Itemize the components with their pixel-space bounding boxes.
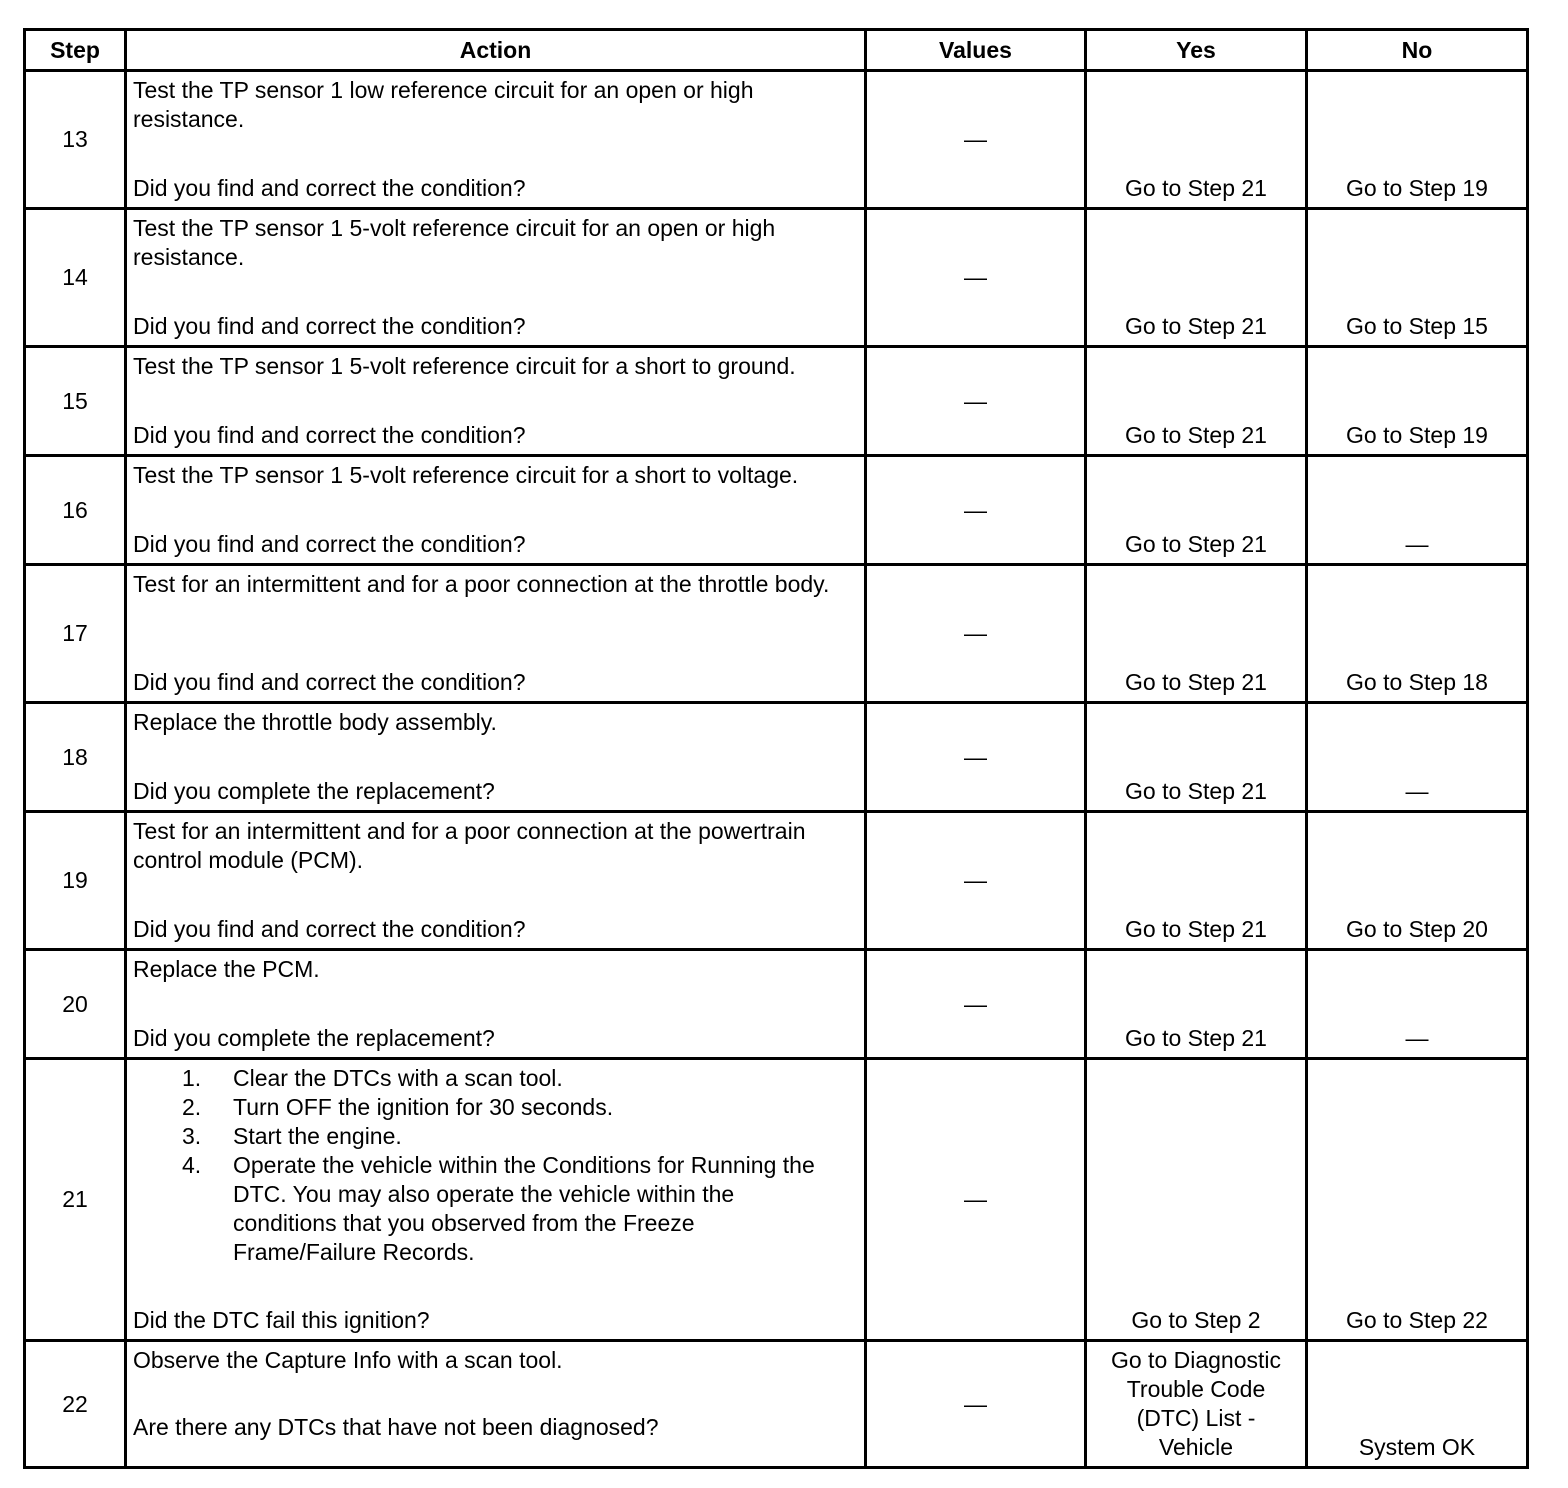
list-number: 3. bbox=[182, 1123, 202, 1149]
table-row bbox=[25, 1059, 1528, 1341]
step-number: 16 bbox=[25, 456, 126, 565]
value-cell: — bbox=[866, 565, 1086, 703]
yes-cell: Go to Step 21 bbox=[1086, 703, 1307, 812]
value-cell: — bbox=[866, 1341, 1086, 1468]
action-cell bbox=[126, 456, 866, 565]
action-cell bbox=[126, 950, 866, 1059]
step-number: 15 bbox=[25, 347, 126, 456]
action-question: Did you find and correct the condition? bbox=[133, 531, 526, 557]
action-cell bbox=[126, 565, 866, 703]
value-cell: — bbox=[866, 71, 1086, 209]
action-question: Did you find and correct the condition? bbox=[133, 916, 526, 942]
diagnostic-table bbox=[23, 28, 1529, 1469]
step-number: 18 bbox=[25, 703, 126, 812]
list-number: 2. bbox=[182, 1094, 202, 1120]
value-cell: — bbox=[866, 950, 1086, 1059]
value-cell: — bbox=[866, 812, 1086, 950]
yes-cell: Go to Diagnostic Trouble Code (DTC) List - Vehicle bbox=[1086, 1341, 1307, 1468]
action-question: Did you find and correct the condition? bbox=[133, 669, 526, 695]
table-row bbox=[25, 1341, 1528, 1468]
list-text: Turn OFF the ignition for 30 seconds. bbox=[233, 1094, 614, 1120]
list-text: Start the engine. bbox=[233, 1123, 402, 1149]
table-row bbox=[25, 950, 1528, 1059]
table-row bbox=[25, 812, 1528, 950]
action-text: Observe the Capture Info with a scan tool. bbox=[133, 1347, 563, 1373]
action-question: Did you find and correct the condition? bbox=[133, 175, 526, 201]
table-row bbox=[25, 347, 1528, 456]
action-question: Did you find and correct the condition? bbox=[133, 313, 526, 339]
step-number: 22 bbox=[25, 1341, 126, 1468]
yes-cell: Go to Step 21 bbox=[1086, 950, 1307, 1059]
list-item bbox=[133, 1093, 858, 1122]
yes-cell: Go to Step 21 bbox=[1086, 209, 1307, 347]
action-text: Replace the throttle body assembly. bbox=[133, 709, 497, 735]
action-cell bbox=[126, 71, 866, 209]
no-cell: Go to Step 15 bbox=[1307, 209, 1528, 347]
no-cell: — bbox=[1307, 456, 1528, 565]
action-cell bbox=[126, 703, 866, 812]
value-cell: — bbox=[866, 703, 1086, 812]
value-cell: — bbox=[866, 209, 1086, 347]
yes-cell: Go to Step 2 bbox=[1086, 1059, 1307, 1341]
table-row bbox=[25, 456, 1528, 565]
no-cell: Go to Step 19 bbox=[1307, 347, 1528, 456]
yes-cell: Go to Step 21 bbox=[1086, 71, 1307, 209]
list-number: 1. bbox=[182, 1065, 202, 1091]
table-row bbox=[25, 703, 1528, 812]
action-cell bbox=[126, 812, 866, 950]
action-text: Test the TP sensor 1 low reference circuit for an open or high resistance. bbox=[133, 77, 754, 132]
no-cell: Go to Step 19 bbox=[1307, 71, 1528, 209]
no-cell: Go to Step 20 bbox=[1307, 812, 1528, 950]
header-action: Action bbox=[126, 30, 866, 71]
action-question: Did you complete the replacement? bbox=[133, 778, 495, 804]
no-cell: — bbox=[1307, 950, 1528, 1059]
list-number: 4. bbox=[182, 1152, 202, 1178]
value-cell: — bbox=[866, 347, 1086, 456]
step-number: 13 bbox=[25, 71, 126, 209]
action-cell bbox=[126, 347, 866, 456]
no-cell: Go to Step 18 bbox=[1307, 565, 1528, 703]
table-row bbox=[25, 565, 1528, 703]
header-yes: Yes bbox=[1086, 30, 1307, 71]
table-row bbox=[25, 71, 1528, 209]
step-number: 14 bbox=[25, 209, 126, 347]
table-row bbox=[25, 209, 1528, 347]
header-no: No bbox=[1307, 30, 1528, 71]
step-number: 20 bbox=[25, 950, 126, 1059]
step-number: 19 bbox=[25, 812, 126, 950]
no-cell: System OK bbox=[1307, 1341, 1528, 1468]
yes-cell: Go to Step 21 bbox=[1086, 565, 1307, 703]
action-text: Test the TP sensor 1 5-volt reference circuit for a short to voltage. bbox=[133, 462, 799, 488]
list-item bbox=[133, 1151, 858, 1267]
header-row bbox=[25, 30, 1528, 71]
value-cell: — bbox=[866, 1059, 1086, 1341]
yes-cell: Go to Step 21 bbox=[1086, 347, 1307, 456]
action-text: Test the TP sensor 1 5-volt reference circuit for an open or high resistance. bbox=[133, 215, 776, 270]
action-question: Did you find and correct the condition? bbox=[133, 422, 526, 448]
action-cell bbox=[126, 1059, 866, 1341]
list-text: Clear the DTCs with a scan tool. bbox=[233, 1065, 563, 1091]
action-question: Did you complete the replacement? bbox=[133, 1025, 495, 1051]
header-step: Step bbox=[25, 30, 126, 71]
step-number: 17 bbox=[25, 565, 126, 703]
no-cell: — bbox=[1307, 703, 1528, 812]
action-cell bbox=[126, 209, 866, 347]
action-question: Did the DTC fail this ignition? bbox=[133, 1307, 430, 1333]
list-item bbox=[133, 1064, 858, 1093]
action-question: Are there any DTCs that have not been diagnosed? bbox=[133, 1414, 659, 1440]
header-values: Values bbox=[866, 30, 1086, 71]
action-text: Test for an intermittent and for a poor connection at the powertrain control module (PCM). bbox=[133, 818, 806, 873]
value-cell: — bbox=[866, 456, 1086, 565]
action-text: Test for an intermittent and for a poor connection at the throttle body. bbox=[133, 571, 830, 597]
yes-cell: Go to Step 21 bbox=[1086, 812, 1307, 950]
list-text: Operate the vehicle within the Conditions for Running the DTC. You may also operate the vehicle within the conditions that you observed from the Freeze Frame/Failure Records. bbox=[233, 1152, 815, 1265]
no-cell: Go to Step 22 bbox=[1307, 1059, 1528, 1341]
action-text: Test the TP sensor 1 5-volt reference circuit for a short to ground. bbox=[133, 353, 796, 379]
numbered-steps bbox=[133, 1064, 858, 1267]
action-cell bbox=[126, 1341, 866, 1468]
list-item bbox=[133, 1122, 858, 1151]
action-text: Replace the PCM. bbox=[133, 956, 320, 982]
step-number: 21 bbox=[25, 1059, 126, 1341]
yes-cell: Go to Step 21 bbox=[1086, 456, 1307, 565]
